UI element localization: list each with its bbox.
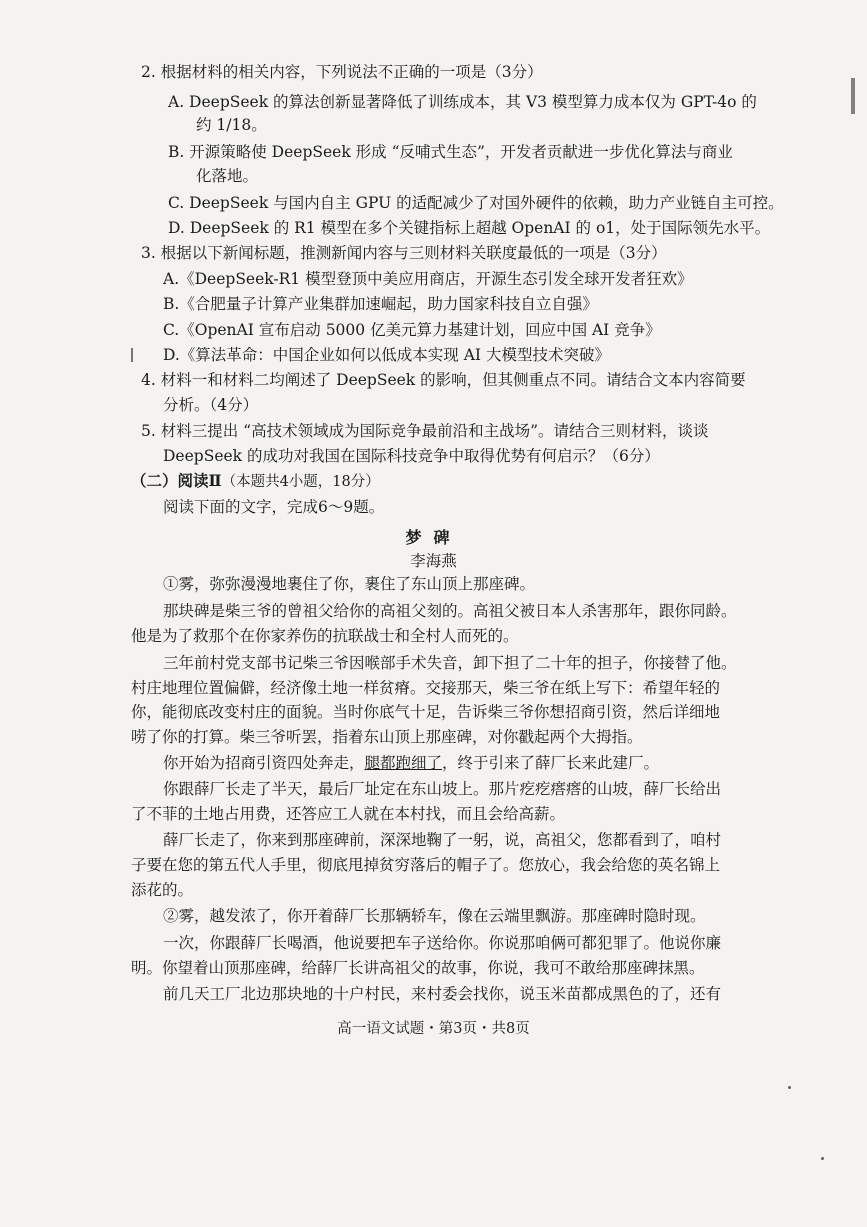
q2-stem: 2. 根据材料的相关内容，下列说法不正确的一项是（3分）: [141, 63, 543, 81]
story-paragraph-9: 前几天工厂北边那块地的十户村民，来村委会找你，说玉米苗都成黑色的了，还有: [163, 985, 722, 1003]
q3-option-c: C.《OpenAI 宣布启动 5000 亿美元算力基建计划，回应中国 AI 竞争》: [163, 321, 661, 339]
story-paragraph-6-line-3: 添花的。: [131, 881, 194, 899]
story-paragraph-2-line-2: 他是为了救那个在你家养伤的抗联战士和全村人而死的。: [131, 627, 519, 645]
q4-line-2: 分析。（4分）: [163, 396, 259, 414]
story-paragraph-4-underlined: 腿都跑细了: [364, 754, 443, 772]
q2-option-d: D. DeepSeek 的 R1 模型在多个关键指标上超越 OpenAI 的 o1，处于国际领先水平。: [168, 219, 771, 237]
story-paragraph-2-line-1: 那块碑是柴三爷的曾祖父给你的高祖父刻的。高祖父被日本人杀害那年，跟你同龄。: [163, 602, 737, 620]
q3-stem: 3. 根据以下新闻标题，推测新闻内容与三则材料关联度最低的一项是（3分）: [141, 244, 667, 262]
story-paragraph-3-line-1: 三年前村党支部书记柴三爷因喉部手术失音，卸下担了二十年的担子，你接替了他。: [163, 654, 737, 672]
q3-option-a: A.《DeepSeek-R1 模型登顶中美应用商店，开源生态引发全球开发者狂欢》: [163, 270, 693, 288]
story-author: 李海燕: [410, 552, 457, 570]
q3-option-b: B.《合肥量子计算产业集群加速崛起，助力国家科技自立自强》: [163, 295, 598, 313]
story-paragraph-4-pre: 你开始为招商引资四处奔走，: [163, 754, 365, 772]
story-paragraph-3-line-2: 村庄地理位置偏僻，经济像土地一样贫瘠。交接那天，柴三爷在纸上写下：希望年轻的: [131, 679, 721, 697]
q2-option-c: C. DeepSeek 与国内自主 GPU 的适配减少了对国外硬件的依赖，助力产业链自主可控。: [168, 194, 784, 212]
q2-option-a-cont: 约 1/18。: [196, 116, 267, 134]
story-paragraph-4: [163, 753, 659, 773]
story-paragraph-8-line-2: 明。你望着山顶那座碑，给薛厂长讲高祖父的故事，你说，我可不敢给那座碑抹黑。: [131, 959, 705, 977]
q2-option-b-cont: 化落地。: [196, 167, 259, 185]
scan-speck: [821, 1157, 824, 1160]
q4-line-1: 4. 材料一和材料二均阐述了 DeepSeek 的影响，但其侧重点不同。请结合文本内容简要: [141, 371, 746, 389]
q2-option-a: A. DeepSeek 的算法创新显著降低了训练成本，其 V3 模型算力成本仅为 GPT-4o 的: [168, 93, 757, 111]
story-paragraph-5-line-1: 你跟薛厂长走了半天，最后厂址定在东山坡上。那片疙疙瘩瘩的山坡，薛厂长给出: [163, 780, 722, 798]
section-2-title: （二）阅读Ⅱ: [131, 471, 222, 490]
story-paragraph-3-line-3: 你，能彻底改变村庄的面貌。当时你底气十足，告诉柴三爷你想招商引资，然后详细地: [131, 703, 721, 721]
story-paragraph-1: ①雾，弥弥漫漫地裹住了你，裹住了东山顶上那座碑。: [163, 575, 536, 593]
q3-option-d: D.《算法革命：中国企业如何以低成本实现 AI 大模型技术突破》: [163, 346, 610, 364]
margin-mark: [851, 78, 855, 114]
story-paragraph-3-line-4: 唠了你的打算。柴三爷听罢，指着东山顶上那座碑，对你戳起两个大拇指。: [131, 728, 643, 746]
page-footer: 高一语文试题・第3页・共8页: [337, 1021, 530, 1037]
section-2-heading: [131, 471, 380, 492]
q2-option-b: B. 开源策略使 DeepSeek 形成 “反哺式生态”，开发者贡献进一步优化算法与商业: [168, 143, 733, 161]
story-title: 梦碑: [405, 528, 462, 547]
story-paragraph-4-post: ，终于引来了薛厂长来此建厂。: [442, 754, 660, 772]
section-2-note: （本题共4小题，18分）: [221, 474, 380, 490]
story-paragraph-6-line-1: 薛厂长走了，你来到那座碑前，深深地鞠了一躬，说，高祖父，您都看到了，咱村: [163, 831, 722, 849]
story-paragraph-6-line-2: 子要在您的第五代人手里，彻底甩掉贫穷落后的帽子了。您放心，我会给您的英名锦上: [131, 856, 721, 874]
story-paragraph-7: ②雾，越发浓了，你开着薛厂长那辆轿车，像在云端里飘游。那座碑时隐时现。: [163, 907, 706, 925]
scan-speck: [788, 1086, 791, 1089]
q5-line-1: 5. 材料三提出 “高技术领域成为国际竞争最前沿和主战场”。请结合三则材料，谈谈: [141, 422, 709, 440]
story-paragraph-8-line-1: 一次，你跟薛厂长喝酒，他说要把车子送给你。你说那咱俩可都犯罪了。他说你廉: [163, 934, 722, 952]
section-2-instruction: 阅读下面的文字，完成6～9题。: [163, 498, 385, 516]
q5-line-2: DeepSeek 的成功对我国在国际科技竞争中取得优势有何启示？（6分）: [163, 447, 660, 465]
margin-mark: [131, 348, 133, 362]
story-paragraph-5-line-2: 了不菲的土地占用费，还答应工人就在本村找，而且会给高薪。: [131, 805, 566, 823]
